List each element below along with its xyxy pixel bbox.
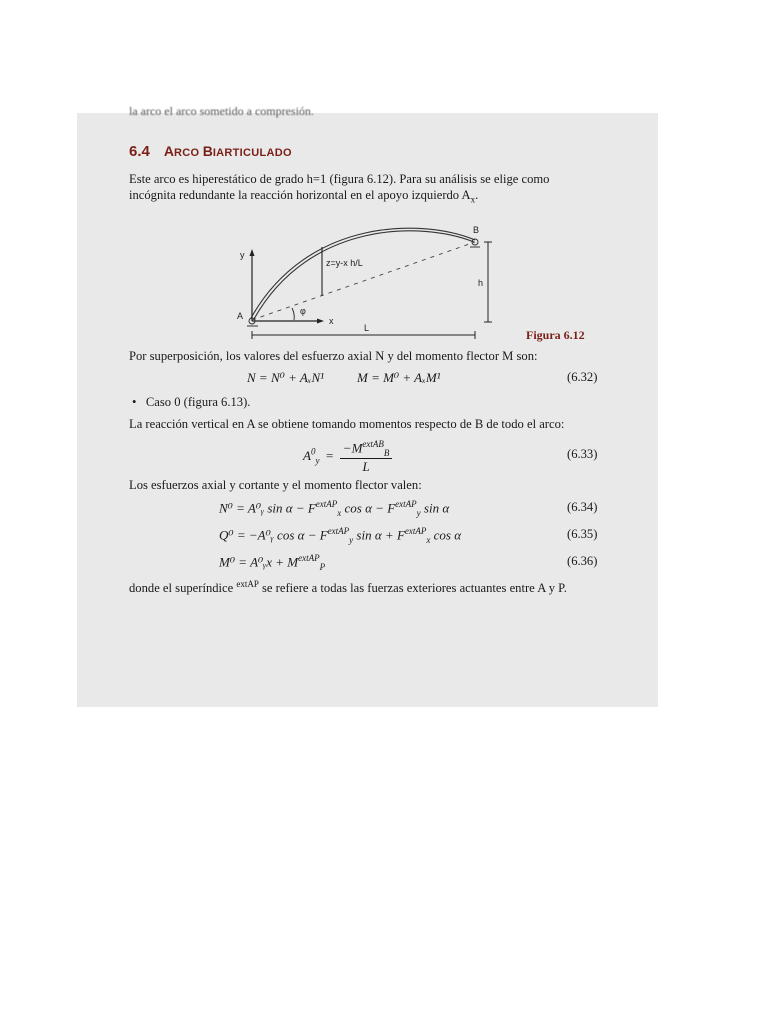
intro-line-2-end: . [475,188,479,202]
equation-number-6-35: (6.35) [567,527,598,541]
equation-6-33: $A^0_y$ = $\frac{-M^{extAB}_B}{L}$ [303,439,392,475]
eq-6-33-denominator: L [362,458,370,474]
equation-6-32-left: N = N⁰ + AₓN¹ [247,370,325,385]
figure-label-A: A [237,311,244,321]
equation-6-34: N⁰ = A⁰ᵧ $\sin \alpha - F^{extAP}_x$ $\cos \alpha - F^{extAP}_y$ sin α [219,499,450,518]
equation-number-6-36: (6.36) [567,554,598,568]
efforts-text: Los esfuerzos axial y cortante y el momento flector valen: [129,478,422,492]
intro-line-1: Este arco es hiperestático de grado h=1 (figura 6.12). Para su análisis se elige como [129,172,550,186]
cutoff-text-line: la arco el arco sometido a compresión. [129,104,314,118]
bullet-item [132,395,250,410]
figure-label-phi: φ [300,306,306,316]
arch-figure [237,223,507,341]
arch-inner-curve [254,231,474,319]
section-number: 6.4 [129,143,150,160]
equation-number-6-34: (6.34) [567,500,598,514]
intro-line-2 [129,187,598,208]
equation-6-36: M⁰ = A⁰ᵧx + $M^{extAP}_P$ [219,553,326,572]
section-heading [129,143,292,161]
eq-6-33-lhs-sub: y [315,455,320,466]
eq-6-33-numerator: $-M^{extAB}_B$ [340,439,393,459]
equation-number-6-32: (6.32) [567,370,598,384]
section-title-rest-1: RCO [173,147,203,159]
phi-arc [292,308,294,320]
final-text: donde el superíndice $^{extAP}$ se refiere a todas las fuerzas exteriores actuantes entre A y P. [129,579,567,596]
intro-line-2-text: incógnita redundante la reacción horizontal en el apoyo izquierdo A [129,188,471,202]
chord-dashed-line [252,242,475,320]
eq-6-33-fraction [340,439,393,475]
equation-6-35: Q⁰ = −A⁰ᵧ $\cos \alpha - F^{extAP}_y$ $\sin \alpha + F^{extAP}_x$ cos α [219,526,462,545]
x-axis-arrowhead [317,319,324,324]
bullet-text: Caso 0 (figura 6.13). [145,395,251,409]
section-title-initial-1: A [163,143,174,159]
figure-label-x: x [329,316,334,326]
document-page [77,104,658,707]
section-title-rest-2: IARTICULADO [212,147,292,159]
figure-label-z: z=y-x h/L [326,258,363,268]
section-title-initial-2: B [202,143,213,159]
superposition-text: Por superposición, los valores del esfuerzo axial N y del momento flector M son: [129,349,538,363]
reaction-text: La reacción vertical en A se obtiene tomando momentos respecto de B de todo el arco: [129,417,565,431]
figure-caption: Figura 6.12 [526,328,585,342]
eq-6-33-lhs-sup: 0 [310,446,316,457]
y-axis-arrowhead [250,249,255,256]
figure-label-B: B [473,225,480,235]
intro-line-2-sub: x [470,194,476,205]
figure-label-L: L [364,323,370,333]
equation-6-32-right: M = M⁰ + AₓM¹ [357,370,441,385]
bullet-dot: • [132,395,146,409]
arch-outer-curve [251,228,475,318]
figure-label-h: h [478,278,484,288]
figure-label-y: y [240,250,245,260]
eq-6-33-lhs: A [303,447,311,463]
equation-number-6-33: (6.33) [567,447,598,461]
